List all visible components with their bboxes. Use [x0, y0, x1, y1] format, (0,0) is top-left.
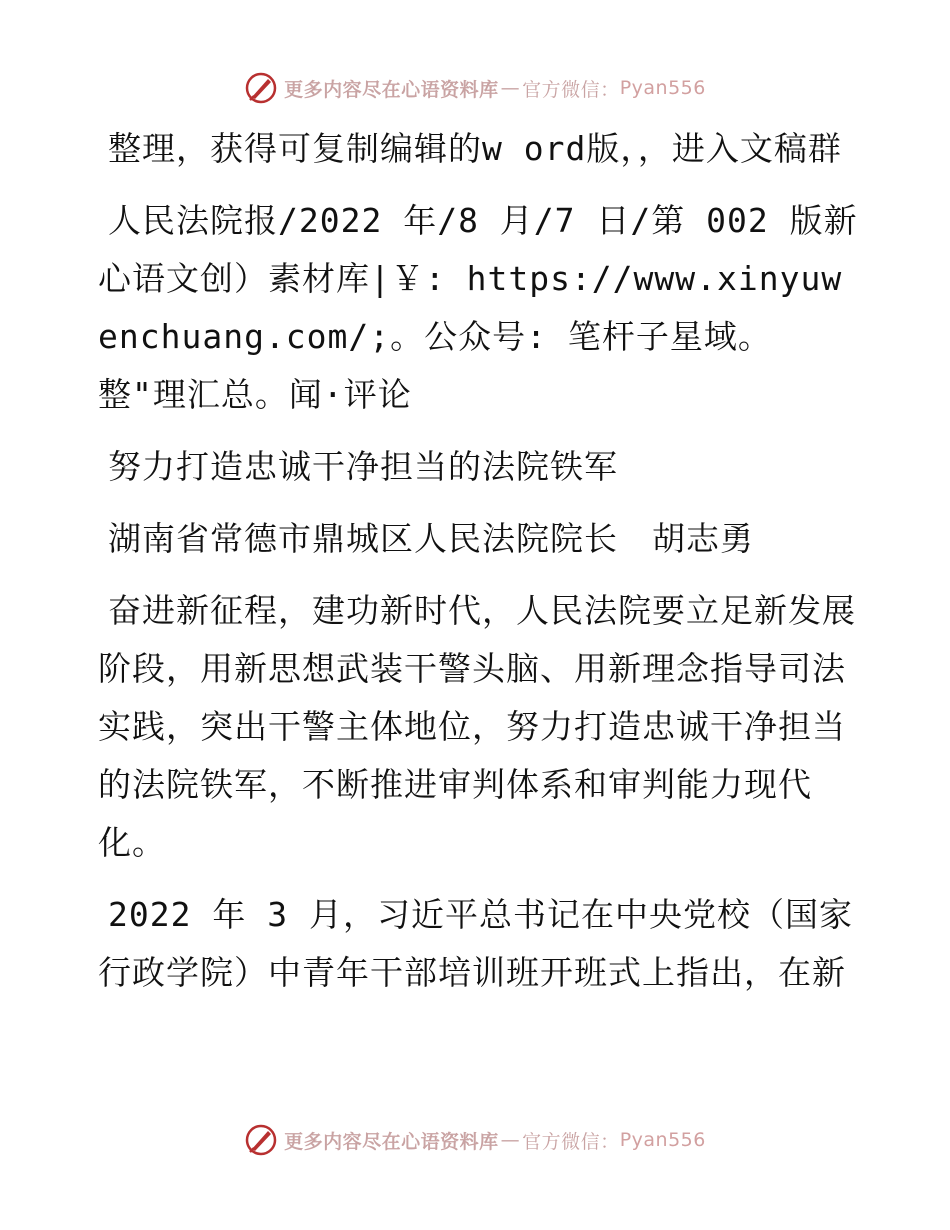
watermark-brand-text: 更多内容尽在心语资料库 [284, 1130, 499, 1153]
watermark-wechat-label: 官方微信： [522, 1130, 620, 1153]
paragraph-intro: 整理，获得可复制编辑的w ord版，，进入文稿群 [108, 129, 842, 168]
paragraph-body-2: 2022 年 3 月，习近平总书记在中央党校（国家行政学院）中青年干部培训班开班式上指出，在新 [98, 895, 853, 992]
quill-logo-icon [244, 71, 278, 105]
quill-logo-icon [244, 1123, 278, 1157]
article-author: 湖南省常德市鼎城区人民法院院长 胡志勇 [108, 519, 754, 558]
watermark-wechat-id: Pyan556 [619, 1129, 706, 1151]
document-body [98, 120, 858, 1016]
paragraph-body-1: 奋进新征程，建功新时代，人民法院要立足新发展阶段，用新思想武装干警头脑、用新理念指导司法实践，突出干警主体地位，努力打造忠诚干净担当的法院铁军，不断推进审判体系和审判能力现代化。 [98, 591, 856, 862]
header-watermark-banner [0, 68, 950, 108]
footer-watermark-banner [0, 1120, 950, 1160]
watermark-separator: — [500, 77, 521, 99]
watermark-separator: — [500, 1129, 521, 1151]
article-title: 努力打造忠诚干净担当的法院铁军 [108, 447, 618, 486]
paragraph-source: 人民法院报/2022 年/8 月/7 日/第 002 版新心语文创）素材库|￥: https://www.xinyuwenchuang.com/;。公众号: 笔杆子星域。整"理汇总。闻·评论 [98, 201, 858, 414]
watermark-wechat-label: 官方微信： [522, 78, 620, 101]
watermark-brand-text: 更多内容尽在心语资料库 [284, 78, 499, 101]
watermark-wechat-id: Pyan556 [619, 77, 706, 99]
